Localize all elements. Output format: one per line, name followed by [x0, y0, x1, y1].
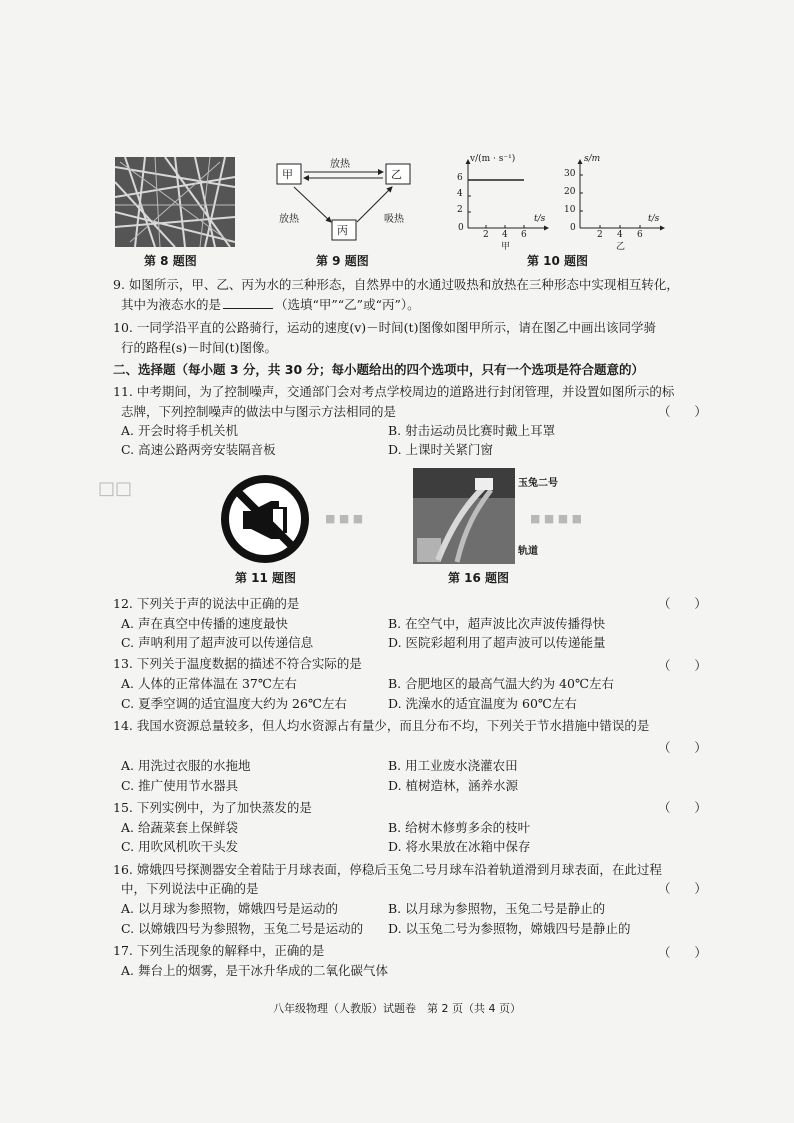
q16-option-a[interactable]: A. 以月球为参照物，嫦娥四号是运动的: [121, 901, 338, 916]
fig10-jia-xtick: 4: [502, 230, 508, 240]
fig9-right-label: 吸热: [384, 214, 404, 225]
answer-blank[interactable]: [223, 296, 273, 309]
no-horn-sign-icon: [219, 473, 311, 565]
q15-option-d[interactable]: D. 将水果放在冰箱中保存: [388, 839, 531, 854]
fig10-yi-xlabel: t/s: [648, 214, 660, 224]
q12-stem: 12. 下列关于声的说法中正确的是: [113, 596, 300, 611]
fig10-jia-ytick: 2: [457, 205, 463, 215]
fig10-caption: 第 10 题图: [527, 254, 589, 268]
q9-line2-prefix: 其中为液态水的是: [121, 297, 222, 312]
answer-paren[interactable]: （ ）: [658, 596, 707, 611]
answer-paren[interactable]: （ ）: [658, 740, 707, 755]
q15-option-a[interactable]: A. 给蔬菜套上保鲜袋: [121, 820, 238, 835]
fig9-bing: 丙: [337, 224, 348, 237]
fig11-caption: 第 11 题图: [235, 571, 297, 585]
fig10-jia-ytick: 0: [458, 223, 464, 233]
fig10-yi-xtick: 4: [617, 230, 623, 240]
fig16-caption: 第 16 题图: [448, 571, 510, 585]
q13-option-c[interactable]: C. 夏季空调的适宜温度大约为 26℃左右: [121, 696, 347, 711]
q9-line2: [121, 295, 420, 314]
q14-option-c[interactable]: C. 推广使用节水器具: [121, 778, 239, 793]
q11-option-a[interactable]: A. 开会时将手机关机: [121, 423, 238, 438]
answer-paren[interactable]: （ ）: [658, 881, 707, 896]
q10-line1: 10. 一同学沿平直的公路骑行，运动的速度(v)－时间(t)图像如图甲所示，请在图乙中画出该同学骑: [113, 320, 656, 335]
q12-option-b[interactable]: B. 在空气中，超声波比次声波传播得快: [388, 616, 606, 631]
answer-paren[interactable]: （ ）: [658, 404, 707, 419]
fig10-jia-ylabel: v/(m · s⁻¹): [470, 154, 516, 164]
q11-option-d[interactable]: D. 上课时关紧门窗: [388, 442, 494, 457]
section-2-heading: 二、选择题（每小题 3 分，共 30 分；每小题给出的四个选项中，只有一个选项是符合题意的）: [113, 362, 645, 377]
fig10-yi-ylabel: s/m: [584, 154, 601, 164]
q13-option-b[interactable]: B. 合肥地区的最高气温大约为 40℃左右: [388, 676, 614, 691]
fig10-graph-yi: [560, 156, 670, 251]
q14-option-b[interactable]: B. 用工业废水浇灌农田: [388, 758, 518, 773]
fig10-jia-xtick: 6: [521, 230, 527, 240]
fig8-caption: 第 8 题图: [144, 254, 197, 268]
answer-paren[interactable]: （ ）: [658, 658, 707, 673]
q15-stem: 15. 下列实例中，为了加快蒸发的是: [113, 800, 312, 815]
q14-option-a[interactable]: A. 用洗过衣服的水拖地: [121, 758, 251, 773]
fig9-top-label: 放热: [330, 159, 350, 170]
q11-option-b[interactable]: B. 射击运动员比赛时戴上耳罩: [388, 423, 556, 438]
bleed-through-mark: □□: [98, 478, 133, 499]
fig9-diagram: [272, 160, 417, 245]
q17-option-a[interactable]: A. 舞台上的烟雾，是干冰升华成的二氧化碳气体: [121, 963, 388, 978]
fig10-jia-ytick: 6: [457, 173, 463, 183]
q11-line1: 11. 中考期间，为了控制噪声，交通部门会对考点学校周边的道路进行封闭管理，并设置如图所示的标: [113, 384, 675, 399]
q12-option-d[interactable]: D. 医院彩超利用了超声波可以传递能量: [388, 635, 606, 650]
q15-option-c[interactable]: C. 用吹风机吹干头发: [121, 839, 239, 854]
fig10-yi-ytick: 0: [570, 223, 576, 233]
fig9-left-label: 放热: [279, 214, 299, 225]
fig10-jia-ytick: 4: [457, 189, 463, 199]
bleed-through-mark: ■ ■ ■: [325, 512, 364, 525]
fig16-photo: [413, 468, 515, 564]
q11-line2: 志牌，下列控制噪声的做法中与图示方法相同的是: [121, 404, 397, 419]
q9-line2-suffix: （选填“甲”“乙”或“丙”）。: [275, 297, 420, 312]
q14-option-d[interactable]: D. 植树造林，涵养水源: [388, 778, 519, 793]
q14-stem: 14. 我国水资源总量较多，但人均水资源占有量少，而且分布不均，下列关于节水措施中错误的是: [113, 718, 650, 733]
q16-option-b[interactable]: B. 以月球为参照物，玉兔二号是静止的: [388, 901, 606, 916]
bleed-through-mark: ■ ■ ■ ■: [530, 512, 583, 525]
q11-option-c[interactable]: C. 高速公路两旁安装隔音板: [121, 442, 276, 457]
q16-line2: 中，下列说法中正确的是: [121, 881, 259, 896]
q15-option-b[interactable]: B. 给树木修剪多余的枝叶: [388, 820, 531, 835]
q12-option-c[interactable]: C. 声呐利用了超声波可以传递信息: [121, 635, 314, 650]
q13-option-d[interactable]: D. 洗澡水的适宜温度为 60℃左右: [388, 696, 577, 711]
fig10-yi-xtick: 2: [597, 230, 603, 240]
fig10-yi-ytick: 30: [564, 169, 576, 179]
fig16-track-label: 轨道: [518, 546, 538, 557]
fig10-jia-xlabel: t/s: [534, 214, 546, 224]
fig9-caption: 第 9 题图: [316, 254, 369, 268]
fig8-photo: [115, 157, 235, 247]
q16-option-d[interactable]: D. 以玉兔二号为参照物，嫦娥四号是静止的: [388, 921, 631, 936]
answer-paren[interactable]: （ ）: [658, 945, 707, 960]
fig10-graph-jia: [452, 156, 552, 251]
q10-line2: 行的路程(s)－时间(t)图像。: [121, 340, 277, 355]
fig10-jia-xtick: 2: [483, 230, 489, 240]
fig10-yi-ytick: 10: [564, 205, 576, 215]
q9-line1: 9. 如图所示，甲、乙、丙为水的三种形态，自然界中的水通过吸热和放热在三种形态中实现相互转化，: [113, 277, 679, 292]
fig10-yi-name: 乙: [616, 242, 626, 252]
q12-option-a[interactable]: A. 声在真空中传播的速度最快: [121, 616, 288, 631]
fig9-yi: 乙: [391, 168, 402, 181]
q16-option-c[interactable]: C. 以嫦娥四号为参照物，玉兔二号是运动的: [121, 921, 364, 936]
fig10-yi-xtick: 6: [637, 230, 643, 240]
fig10-jia-name: 甲: [501, 242, 511, 252]
fig9-jia: 甲: [282, 168, 293, 181]
q16-line1: 16. 嫦娥四号探测器安全着陆于月球表面，停稳后玉兔二号月球车沿着轨道滑到月球表面，在此过程: [113, 862, 662, 877]
q17-stem: 17. 下列生活现象的解释中，正确的是: [113, 943, 325, 958]
fig16-rover-label: 玉兔二号: [518, 478, 558, 489]
q13-stem: 13. 下列关于温度数据的描述不符合实际的是: [113, 656, 362, 671]
fig10-yi-ytick: 20: [564, 187, 576, 197]
q13-option-a[interactable]: A. 人体的正常体温在 37℃左右: [121, 676, 297, 691]
answer-paren[interactable]: （ ）: [658, 800, 707, 815]
page-footer: 八年级物理（人教版）试题卷 第 2 页（共 4 页）: [273, 1002, 521, 1015]
